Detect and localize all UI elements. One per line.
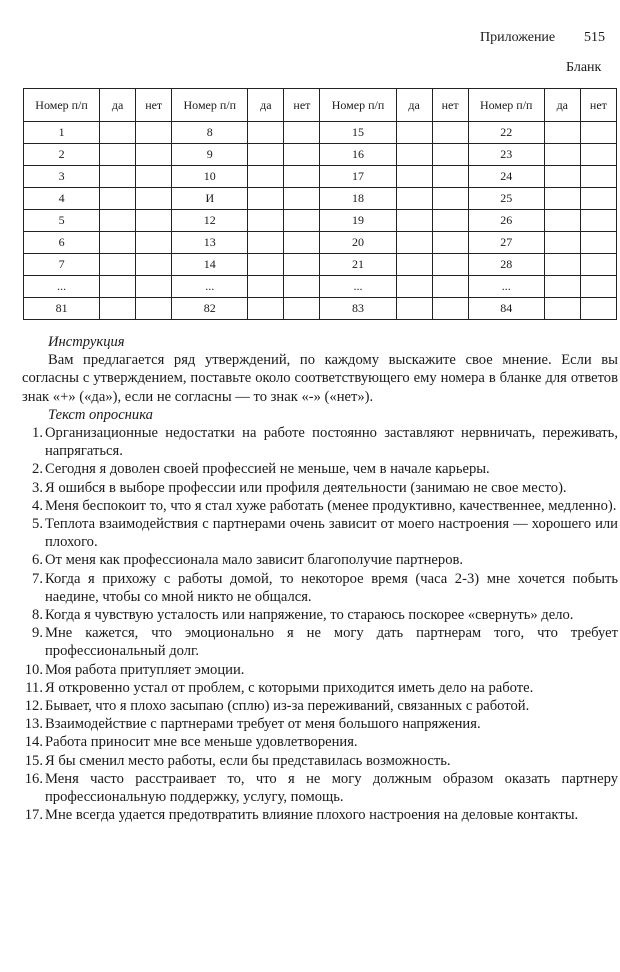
table-row: [24, 210, 617, 232]
item-text: Взаимодействие с партнерами требует от меня большого напряжения.: [45, 716, 481, 733]
item-number: 10.: [24, 661, 43, 678]
item-number: 7.: [32, 570, 43, 587]
answer-no-cell[interactable]: [432, 144, 468, 166]
item-text: Когда я чувствую усталость или напряжение, то стараюсь поскорее «свернуть» дело.: [45, 607, 574, 624]
item-text: Теплота взаимодействия с партнерами очень зависит от моего настроения — хорошего или плохого.: [45, 516, 618, 551]
header-cell: да: [396, 89, 432, 122]
item-number-cell: 2: [24, 144, 100, 166]
list-item: [22, 570, 618, 606]
page-number: 515: [584, 30, 605, 45]
item-number-cell: 84: [468, 298, 544, 320]
answer-no-cell[interactable]: [284, 232, 320, 254]
page-header: [0, 30, 620, 50]
item-number-cell: 26: [468, 210, 544, 232]
item-text: Я ошибся в выборе профессии или профиля деятельности (занимаю не свое место).: [45, 479, 567, 496]
item-number-cell: 82: [172, 298, 248, 320]
item-text: Моя работа притупляет эмоции.: [45, 661, 245, 678]
answer-no-cell[interactable]: [284, 188, 320, 210]
item-number-cell: 28: [468, 254, 544, 276]
item-number: 16.: [24, 770, 43, 787]
answer-yes-cell[interactable]: [248, 122, 284, 144]
item-number: 8.: [32, 607, 43, 624]
answer-yes-cell[interactable]: [396, 232, 432, 254]
answer-no-cell[interactable]: [136, 122, 172, 144]
header-cell: да: [544, 89, 580, 122]
answer-yes-cell[interactable]: [100, 166, 136, 188]
item-number: 13.: [24, 716, 43, 733]
answer-no-cell[interactable]: [580, 254, 616, 276]
item-number-cell: 19: [320, 210, 396, 232]
answer-no-cell[interactable]: [580, 276, 616, 298]
list-item: [22, 661, 618, 679]
item-number-cell: 5: [24, 210, 100, 232]
answer-yes-cell[interactable]: [100, 144, 136, 166]
answer-yes-cell[interactable]: [396, 276, 432, 298]
item-number-cell: 27: [468, 232, 544, 254]
answer-sheet-table: [23, 88, 617, 320]
answer-no-cell[interactable]: [284, 144, 320, 166]
table-row: [24, 254, 617, 276]
list-item: [22, 515, 618, 551]
instruction-text: Вам предлагается ряд утверждений, по каждому выскажите свое мнение. Если вы согласны с утверждением, поставьте около соответствующего ему номера в бланке для ответов знак «+» («да»), если не согласны — то знак «-» («нет»).: [22, 352, 618, 405]
list-item: [22, 679, 618, 697]
header-cell: нет: [136, 89, 172, 122]
answer-yes-cell[interactable]: [100, 188, 136, 210]
answer-yes-cell[interactable]: [248, 210, 284, 232]
list-item: [22, 551, 618, 569]
header-cell: нет: [432, 89, 468, 122]
item-number: 2.: [32, 461, 43, 478]
item-number-cell: 25: [468, 188, 544, 210]
answer-no-cell[interactable]: [580, 298, 616, 320]
list-item: [22, 806, 618, 824]
answer-yes-cell[interactable]: [544, 254, 580, 276]
table-row: [24, 166, 617, 188]
answer-yes-cell[interactable]: [396, 298, 432, 320]
item-text: Работа приносит мне все меньше удовлетворения.: [45, 734, 358, 751]
header-cell: нет: [284, 89, 320, 122]
item-number-cell: 10: [172, 166, 248, 188]
item-text: Сегодня я доволен своей профессией не меньше, чем в начале карьеры.: [45, 461, 490, 478]
answer-no-cell[interactable]: [284, 254, 320, 276]
list-item: [22, 752, 618, 770]
item-number-cell: 13: [172, 232, 248, 254]
list-item: [22, 460, 618, 478]
answer-no-cell[interactable]: [432, 298, 468, 320]
table-row: [24, 188, 617, 210]
answer-no-cell[interactable]: [580, 188, 616, 210]
item-number: 4.: [32, 497, 43, 514]
item-number-cell: 12: [172, 210, 248, 232]
list-item: [22, 606, 618, 624]
item-number-cell: 1: [24, 122, 100, 144]
answer-yes-cell[interactable]: [544, 122, 580, 144]
item-number-cell: 20: [320, 232, 396, 254]
answer-yes-cell[interactable]: [544, 188, 580, 210]
answer-no-cell[interactable]: [284, 276, 320, 298]
item-number-cell: 18: [320, 188, 396, 210]
item-text: Мне всегда удается предотвратить влияние плохого настроения на деловые контакты.: [45, 807, 579, 824]
answer-no-cell[interactable]: [284, 166, 320, 188]
item-text: От меня как профессионала мало зависит благополучие партнеров.: [45, 552, 464, 569]
answer-no-cell[interactable]: [136, 276, 172, 298]
answer-yes-cell[interactable]: [248, 254, 284, 276]
item-number: 9.: [32, 625, 43, 642]
item-number-cell: 6: [24, 232, 100, 254]
answer-no-cell[interactable]: [136, 232, 172, 254]
table-header-row: [24, 89, 617, 122]
item-number: 15.: [24, 752, 43, 769]
header-cell: нет: [580, 89, 616, 122]
answer-no-cell[interactable]: [136, 254, 172, 276]
item-text: Когда я прихожу с работы домой, то некоторое время (часа 2-3) мне хочется побыть наедине, чтобы со мной никто не общался.: [45, 570, 618, 605]
item-number-cell: ...: [468, 276, 544, 298]
item-text: Я бы сменил место работы, если бы представилась возможность.: [45, 752, 451, 769]
answer-yes-cell[interactable]: [100, 254, 136, 276]
item-text: Мне кажется, что эмоционально я не могу дать партнерам того, что требует профессиональный долг.: [45, 625, 618, 660]
item-number-cell: ...: [24, 276, 100, 298]
item-number-cell: 24: [468, 166, 544, 188]
section-title: Приложение: [480, 30, 556, 45]
instruction-heading: Инструкция: [48, 334, 125, 350]
item-number-cell: И: [172, 188, 248, 210]
answer-yes-cell[interactable]: [544, 276, 580, 298]
item-number: 14.: [24, 734, 43, 751]
list-item: [22, 733, 618, 751]
item-number-cell: 83: [320, 298, 396, 320]
list-item: [22, 479, 618, 497]
item-number: 1.: [32, 425, 43, 442]
answer-yes-cell[interactable]: [248, 232, 284, 254]
answer-yes-cell[interactable]: [100, 122, 136, 144]
answer-no-cell[interactable]: [580, 210, 616, 232]
list-item: [22, 715, 618, 733]
header-cell: Номер п/п: [468, 89, 544, 122]
item-number: 3.: [32, 479, 43, 496]
table-row: [24, 232, 617, 254]
header-cell: да: [100, 89, 136, 122]
answer-no-cell[interactable]: [136, 210, 172, 232]
item-number-cell: 9: [172, 144, 248, 166]
list-item: [22, 770, 618, 806]
item-number-cell: 15: [320, 122, 396, 144]
answer-yes-cell[interactable]: [100, 232, 136, 254]
item-number: 17.: [24, 807, 43, 824]
answer-yes-cell[interactable]: [396, 188, 432, 210]
answer-yes-cell[interactable]: [248, 188, 284, 210]
answer-no-cell[interactable]: [432, 210, 468, 232]
answer-no-cell[interactable]: [432, 232, 468, 254]
item-text: Я откровенно устал от проблем, с которыми приходится иметь дело на работе.: [45, 679, 534, 696]
answer-no-cell[interactable]: [580, 166, 616, 188]
answer-yes-cell[interactable]: [248, 298, 284, 320]
answer-yes-cell[interactable]: [544, 144, 580, 166]
answer-yes-cell[interactable]: [396, 122, 432, 144]
item-text: Бывает, что я плохо засыпаю (сплю) из-за переживаний, связанных с работой.: [45, 698, 530, 715]
answer-yes-cell[interactable]: [248, 144, 284, 166]
item-number: 12.: [24, 698, 43, 715]
answer-yes-cell[interactable]: [248, 166, 284, 188]
answer-no-cell[interactable]: [284, 122, 320, 144]
form-label: Бланк: [566, 60, 602, 75]
answer-yes-cell[interactable]: [544, 166, 580, 188]
item-number-cell: 17: [320, 166, 396, 188]
list-item: [22, 624, 618, 660]
answer-no-cell[interactable]: [432, 188, 468, 210]
answer-yes-cell[interactable]: [396, 144, 432, 166]
answer-yes-cell[interactable]: [396, 254, 432, 276]
page-body: [22, 333, 618, 824]
table-row: [24, 298, 617, 320]
list-item: [22, 424, 618, 460]
item-number-cell: 8: [172, 122, 248, 144]
answer-no-cell[interactable]: [136, 298, 172, 320]
item-number-cell: ...: [320, 276, 396, 298]
item-number-cell: 4: [24, 188, 100, 210]
header-cell: Номер п/п: [172, 89, 248, 122]
answer-yes-cell[interactable]: [248, 276, 284, 298]
answer-no-cell[interactable]: [580, 122, 616, 144]
header-cell: Номер п/п: [24, 89, 100, 122]
item-text: Меня беспокоит то, что я стал хуже работать (менее продуктивно, качественнее, медленно).: [45, 497, 617, 514]
answer-no-cell[interactable]: [432, 122, 468, 144]
item-number-cell: 7: [24, 254, 100, 276]
answer-yes-cell[interactable]: [100, 276, 136, 298]
answer-no-cell[interactable]: [136, 188, 172, 210]
header-cell: Номер п/п: [320, 89, 396, 122]
answer-no-cell[interactable]: [580, 144, 616, 166]
item-number-cell: 14: [172, 254, 248, 276]
answer-no-cell[interactable]: [136, 144, 172, 166]
item-number-cell: 3: [24, 166, 100, 188]
item-number-cell: ...: [172, 276, 248, 298]
answer-yes-cell[interactable]: [396, 166, 432, 188]
answer-no-cell[interactable]: [432, 276, 468, 298]
answer-yes-cell[interactable]: [544, 298, 580, 320]
table-row: [24, 276, 617, 298]
table-row: [24, 144, 617, 166]
list-item: [22, 497, 618, 515]
questionnaire-heading: Текст опросника: [48, 406, 153, 423]
answer-no-cell[interactable]: [136, 166, 172, 188]
item-number-cell: 22: [468, 122, 544, 144]
answer-no-cell[interactable]: [284, 298, 320, 320]
item-text: Организационные недостатки на работе постоянно заставляют нервничать, переживать, напрягаться.: [45, 425, 618, 460]
item-number-cell: 21: [320, 254, 396, 276]
item-number: 5.: [32, 516, 43, 533]
header-cell: да: [248, 89, 284, 122]
table-row: [24, 122, 617, 144]
item-text: Меня часто расстраивает то, что я не могу должным образом оказать партнеру профессиональную поддержку, услугу, помощь.: [45, 770, 618, 806]
answer-no-cell[interactable]: [284, 210, 320, 232]
answer-no-cell[interactable]: [432, 166, 468, 188]
item-number: 11.: [25, 679, 43, 696]
item-number: 6.: [32, 552, 43, 569]
answer-yes-cell[interactable]: [544, 210, 580, 232]
answer-yes-cell[interactable]: [544, 232, 580, 254]
answer-yes-cell[interactable]: [100, 210, 136, 232]
item-number-cell: 16: [320, 144, 396, 166]
answer-yes-cell[interactable]: [396, 210, 432, 232]
questionnaire-list: [22, 424, 618, 824]
answer-no-cell[interactable]: [580, 232, 616, 254]
answer-no-cell[interactable]: [432, 254, 468, 276]
answer-yes-cell[interactable]: [100, 298, 136, 320]
item-number-cell: 81: [24, 298, 100, 320]
item-number-cell: 23: [468, 144, 544, 166]
list-item: [22, 697, 618, 715]
